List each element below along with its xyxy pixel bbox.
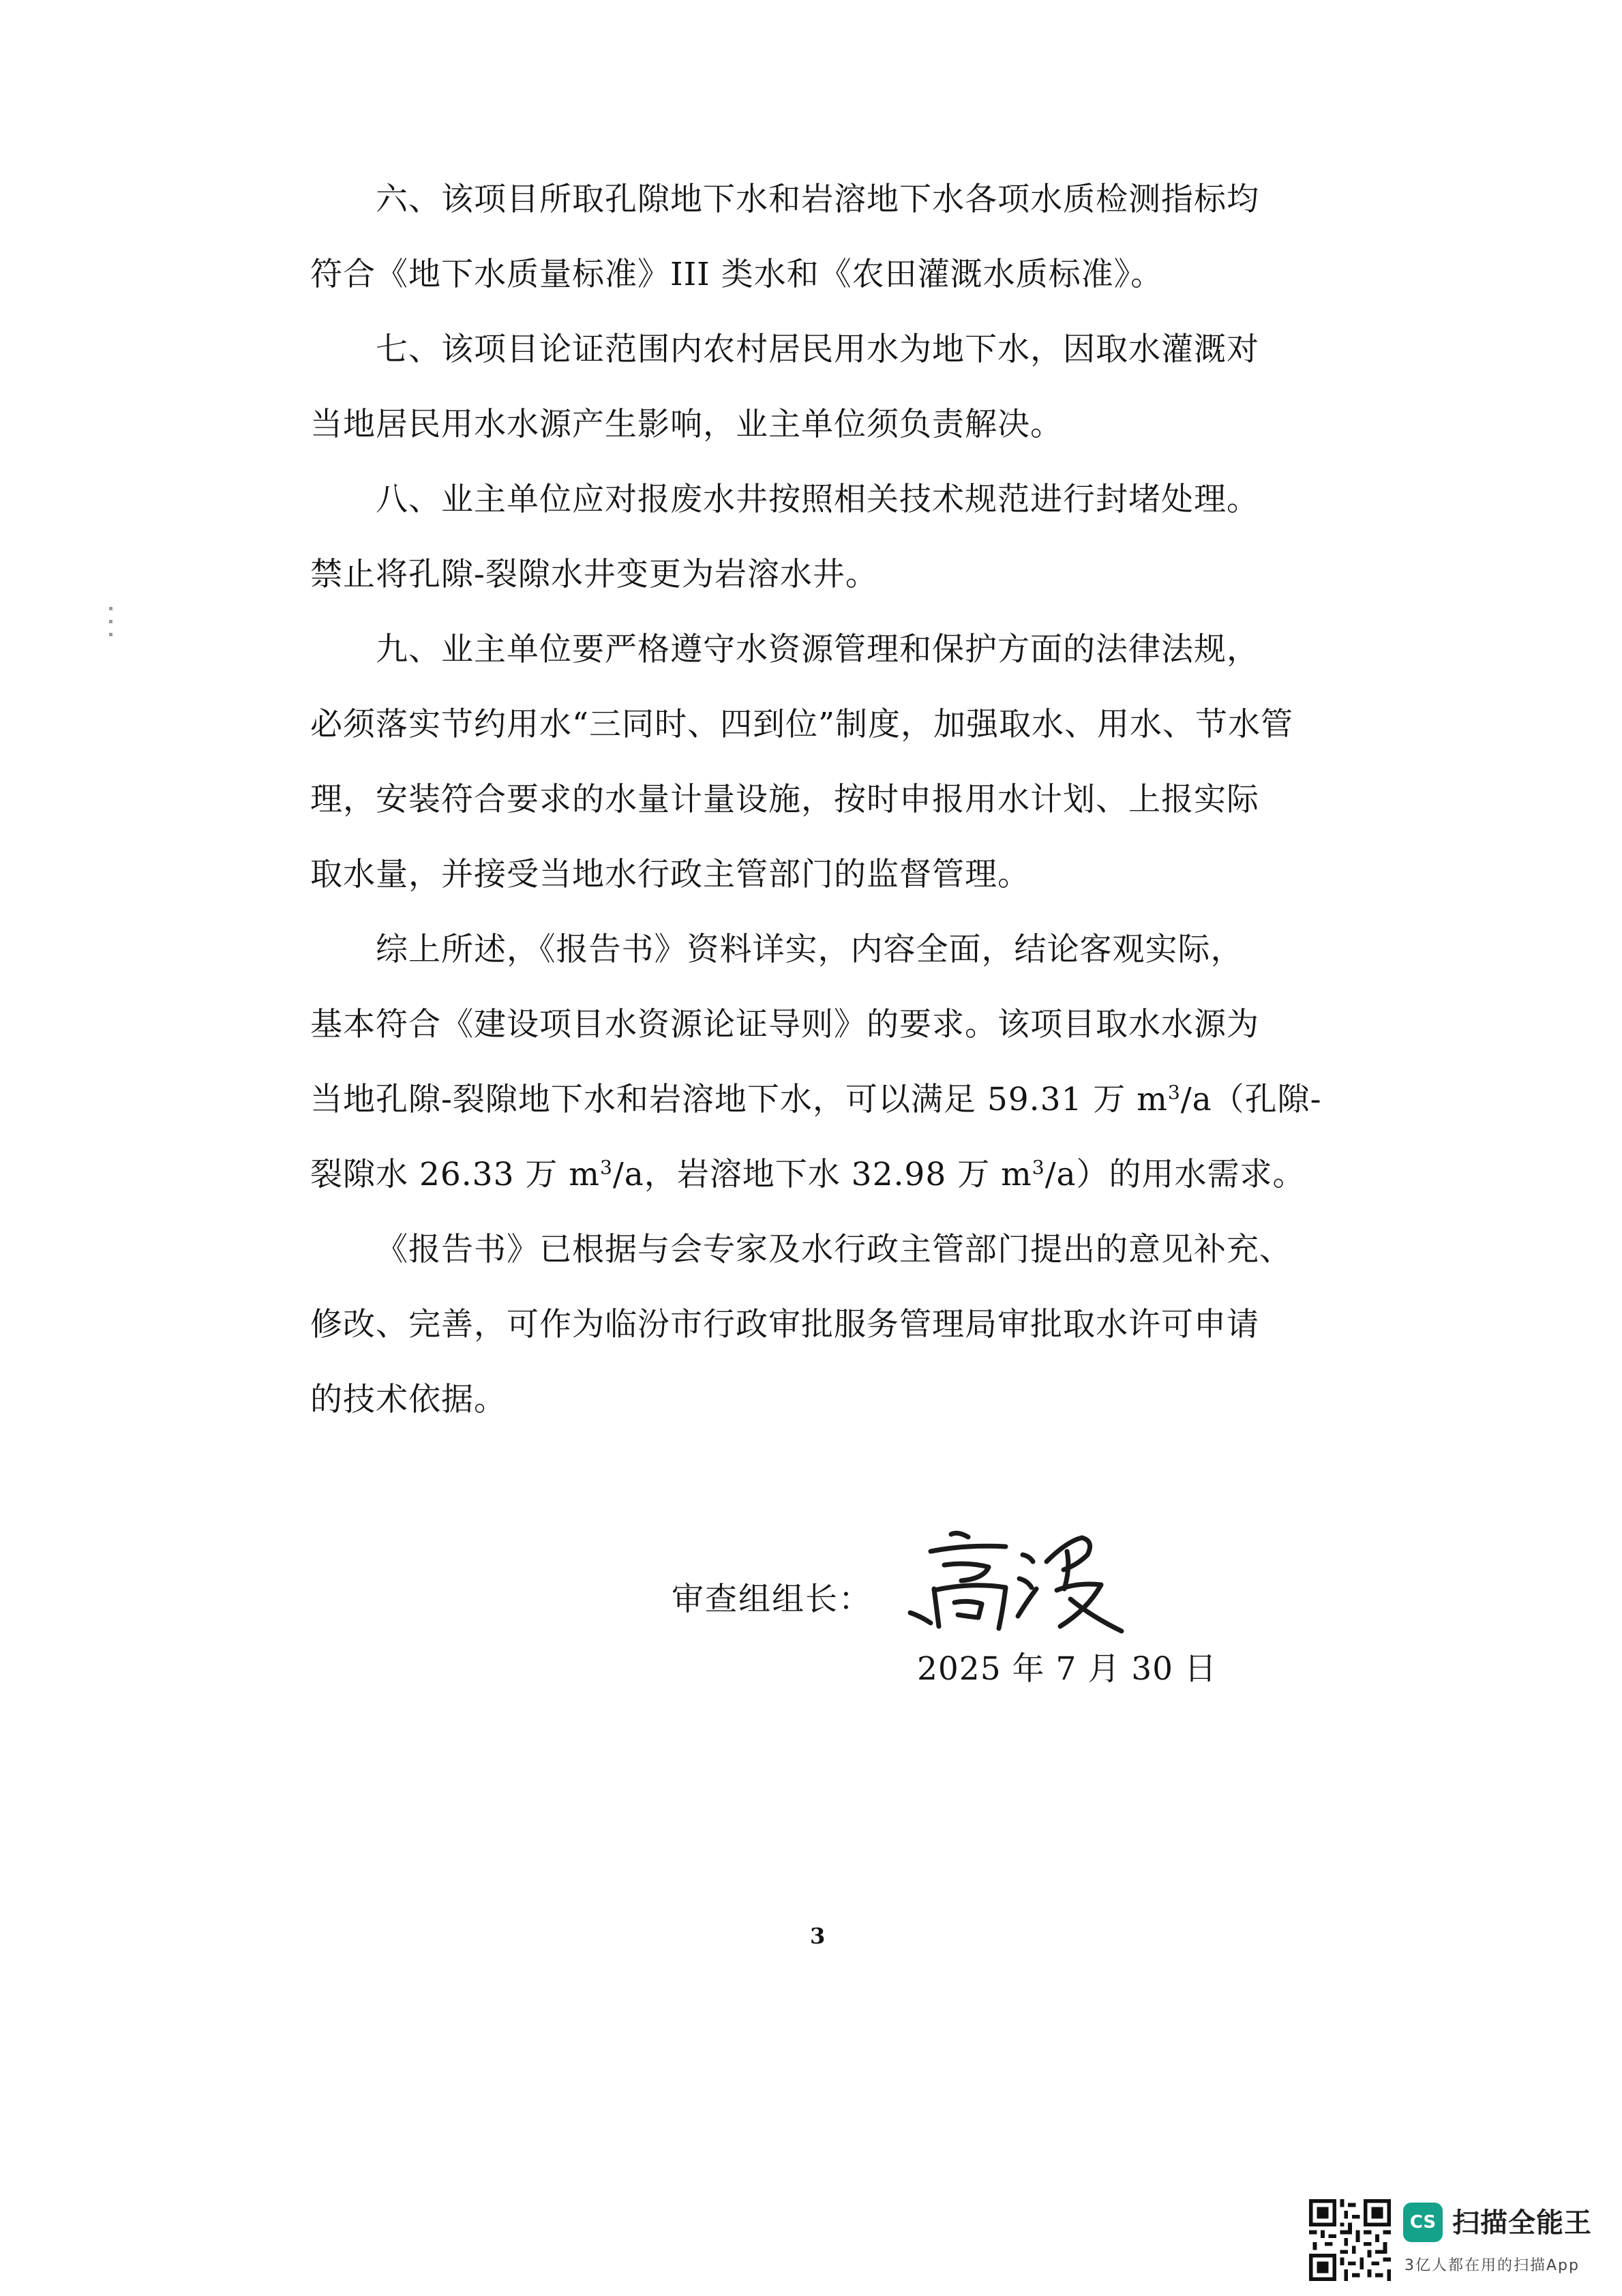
paragraph-item-8 bbox=[310, 462, 1336, 612]
document-date: 2025 年 7 月 30 日 bbox=[917, 1650, 1218, 1688]
text-segment: 裂隙水 26.33 万 m bbox=[310, 1156, 600, 1193]
paragraph-line: 禁止将孔隙-裂隙水井变更为岩溶水井。 bbox=[310, 556, 878, 593]
watermark-title: 扫描全能王 bbox=[1452, 2207, 1592, 2239]
page-number: 3 bbox=[810, 1923, 826, 1949]
paragraph-line: 当地居民用水水源产生影响，业主单位须负责解决。 bbox=[310, 406, 1063, 443]
text-segment: /a，岩溶地下水 32.98 万 m bbox=[612, 1156, 1032, 1193]
paragraph-report bbox=[310, 1212, 1336, 1437]
paragraph-line: 理，安装符合要求的水量计量设施，按时申报用水计划、上报实际 bbox=[310, 781, 1259, 818]
qr-code-icon bbox=[1309, 2199, 1391, 2281]
text-segment: 当地孔隙-裂隙地下水和岩溶地下水，可以满足 59.31 万 m bbox=[310, 1081, 1168, 1118]
text-segment: /a）的用水需求。 bbox=[1045, 1156, 1306, 1193]
superscript: 3 bbox=[1167, 1081, 1181, 1104]
paragraph-line: 的技术依据。 bbox=[310, 1381, 507, 1418]
paragraph-line: 修改、完善，可作为临汾市行政审批服务管理局审批取水许可申请 bbox=[310, 1306, 1259, 1343]
paragraph-line: 八、业主单位应对报废水井按照相关技术规范进行封堵处理。 bbox=[376, 481, 1259, 518]
paragraph-line: 取水量，并接受当地水行政主管部门的监督管理。 bbox=[310, 856, 1030, 893]
paragraph-line: 九、业主单位要严格遵守水资源管理和保护方面的法律法规， bbox=[376, 631, 1259, 668]
paragraph-item-7 bbox=[310, 312, 1336, 462]
paragraph-line: 符合《地下水质量标准》III 类水和《农田灌溉水质标准》。 bbox=[310, 256, 1164, 293]
paragraph-line: 基本符合《建设项目水资源论证导则》的要求。该项目取水水源为 bbox=[310, 1006, 1259, 1043]
paragraph-line: 六、该项目所取孔隙地下水和岩溶地下水各项水质检测指标均 bbox=[376, 181, 1259, 218]
camscanner-logo-icon: CS bbox=[1403, 2203, 1443, 2242]
paragraph-item-9 bbox=[310, 612, 1336, 912]
paragraph-line: 七、该项目论证范围内农村居民用水为地下水，因取水灌溉对 bbox=[376, 331, 1259, 368]
paragraph-item-6 bbox=[310, 162, 1336, 312]
superscript: 3 bbox=[1032, 1156, 1045, 1179]
paragraph-line: 综上所述，《报告书》资料详实，内容全面，结论客观实际， bbox=[376, 931, 1244, 968]
paragraph-line bbox=[310, 1137, 1336, 1212]
superscript: 3 bbox=[599, 1156, 613, 1179]
watermark-subtitle: 3亿人都在用的扫描App bbox=[1405, 2257, 1580, 2274]
paragraph-summary bbox=[310, 912, 1336, 1212]
signature-block bbox=[672, 1541, 1217, 1637]
text-segment: /a（孔隙- bbox=[1180, 1081, 1322, 1118]
handwritten-signature bbox=[903, 1514, 1128, 1643]
paragraph-line: 必须落实节约用水“三同时、四到位”制度，加强取水、用水、节水管 bbox=[310, 706, 1294, 743]
paragraph-line: 《报告书》已根据与会专家及水行政主管部门提出的意见补充、 bbox=[376, 1231, 1292, 1268]
scan-artifact-marks bbox=[109, 607, 116, 655]
paragraph-line bbox=[310, 1062, 1336, 1137]
signature-label: 审查组组长： bbox=[672, 1581, 872, 1618]
